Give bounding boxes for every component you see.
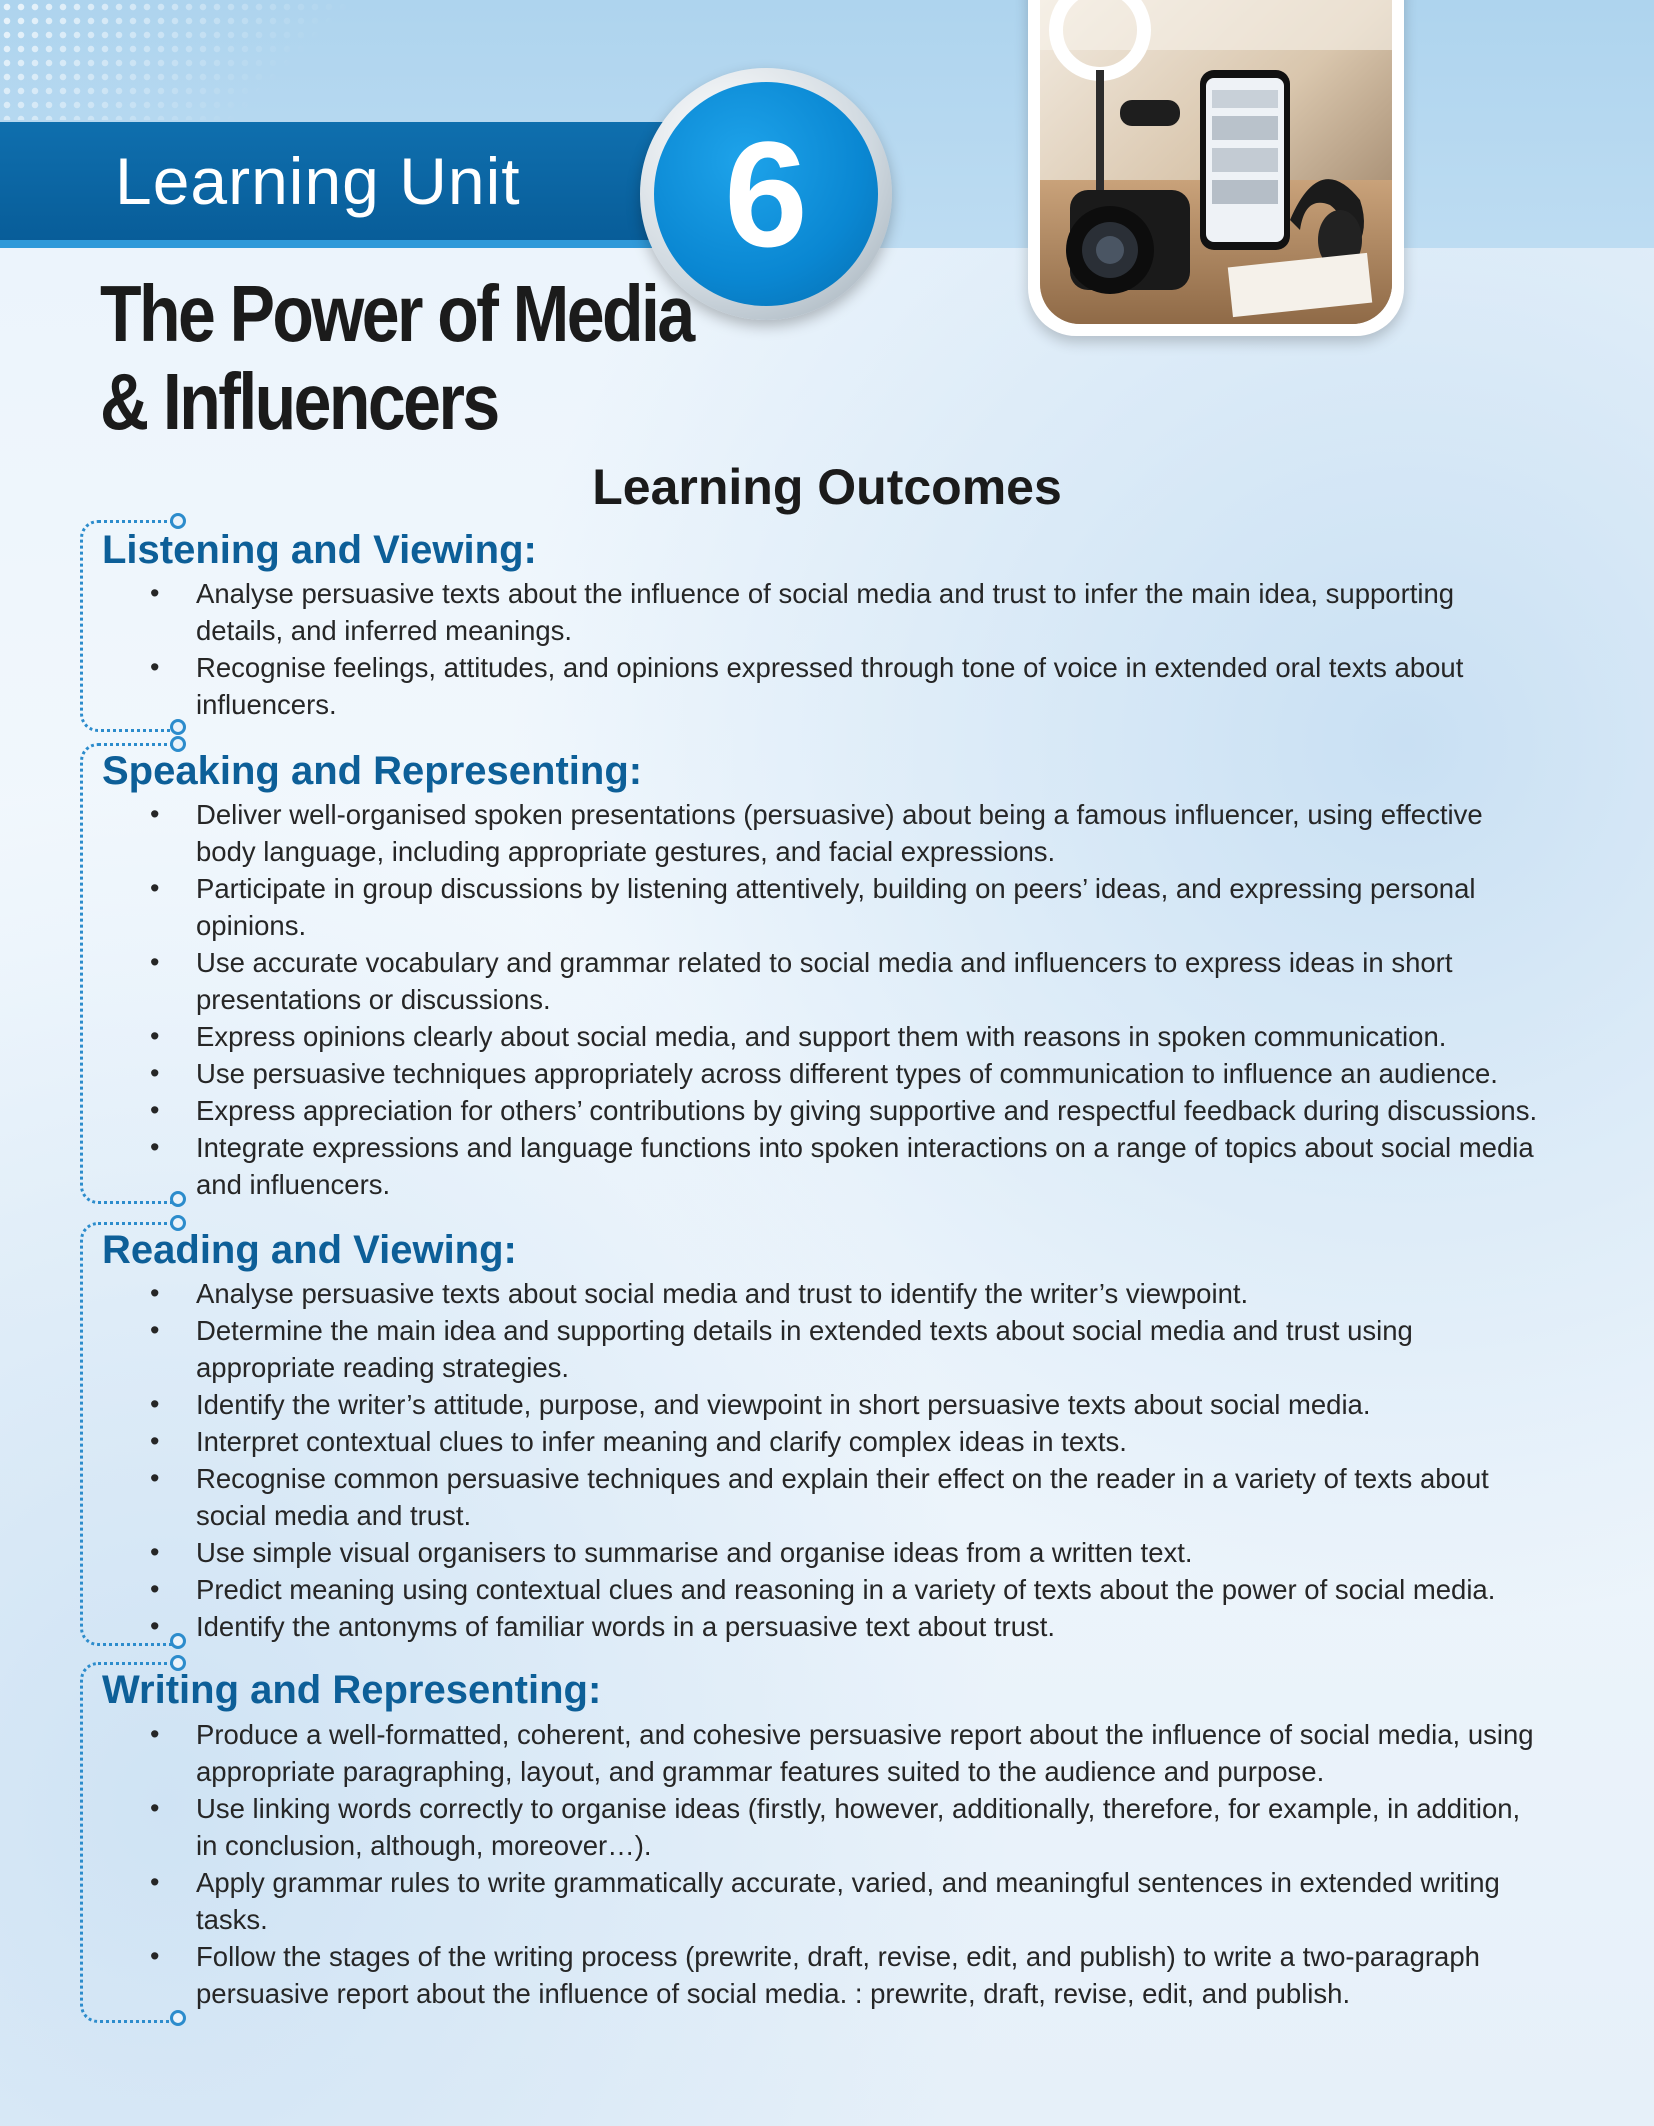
bullet-icon: • <box>150 1611 160 1641</box>
list-item: • Follow the stages of the writing process (prewrite, draft, revise, edit, and publish) to write a two-paragraph persuasive report about the influence of social media. : prewrite, draft, revise, edit, and publish. <box>0 1938 1576 2012</box>
list-item: • Identify the writer’s attitude, purpose, and viewpoint in short persuasive texts about social media. <box>0 1386 1576 1423</box>
speaking-outcomes-list <box>0 796 1654 1203</box>
bullet-icon: • <box>150 947 160 977</box>
content-creator-photo <box>1040 0 1392 324</box>
unit-label: Learning Unit <box>115 144 521 218</box>
unit-title-line-1: The Power of Media <box>100 269 693 358</box>
writing-outcomes-list <box>0 1716 1654 2012</box>
bullet-icon: • <box>150 873 160 903</box>
list-item: • Use persuasive techniques appropriately across different types of communication to influence an audience. <box>0 1055 1576 1092</box>
bracket-node <box>170 2010 186 2026</box>
list-item: • Use linking words correctly to organise ideas (firstly, however, additionally, therefore, for example, in addition, in conclusion, although, moreover…). <box>0 1790 1576 1864</box>
bullet-icon: • <box>150 578 160 608</box>
list-item: • Apply grammar rules to write grammatically accurate, varied, and meaningful sentences in extended writing tasks. <box>0 1864 1576 1938</box>
listening-outcomes-list <box>0 575 1654 723</box>
list-item: • Use accurate vocabulary and grammar related to social media and influencers to express ideas in short presentations or discussions. <box>0 944 1576 1018</box>
bullet-icon: • <box>150 1426 160 1456</box>
bullet-icon: • <box>150 1793 160 1823</box>
section-heading-listening: Listening and Viewing: <box>102 528 537 572</box>
list-item: • Participate in group discussions by listening attentively, building on peers’ ideas, and expressing personal opinions. <box>0 870 1576 944</box>
bullet-icon: • <box>150 799 160 829</box>
bullet-icon: • <box>150 652 160 682</box>
list-item: • Express appreciation for others’ contributions by giving supportive and respectful feedback during discussions. <box>0 1092 1576 1129</box>
dot-pattern <box>0 0 360 120</box>
list-item: • Recognise feelings, attitudes, and opinions expressed through tone of voice in extended oral texts about influencers. <box>0 649 1576 723</box>
section-heading-reading: Reading and Viewing: <box>102 1228 517 1272</box>
bullet-icon: • <box>150 1537 160 1567</box>
unit-number: 6 <box>724 110 808 278</box>
bullet-icon: • <box>150 1278 160 1308</box>
bullet-icon: • <box>150 1941 160 1971</box>
list-item: • Deliver well-organised spoken presentations (persuasive) about being a famous influencer, using effective body language, including appropriate gestures, and facial expressions. <box>0 796 1576 870</box>
learning-outcomes-heading: Learning Outcomes <box>592 459 1062 515</box>
list-item: • Analyse persuasive texts about social media and trust to identify the writer’s viewpoint. <box>0 1275 1576 1312</box>
list-item: • Analyse persuasive texts about the influence of social media and trust to infer the main idea, supporting details, and inferred meanings. <box>0 575 1576 649</box>
bullet-icon: • <box>150 1463 160 1493</box>
bullet-icon: • <box>150 1095 160 1125</box>
list-item: • Predict meaning using contextual clues and reasoning in a variety of texts about the power of social media. <box>0 1571 1576 1608</box>
bullet-icon: • <box>150 1315 160 1345</box>
list-item: • Express opinions clearly about social media, and support them with reasons in spoken communication. <box>0 1018 1576 1055</box>
bullet-icon: • <box>150 1132 160 1162</box>
list-item: • Use simple visual organisers to summarise and organise ideas from a written text. <box>0 1534 1576 1571</box>
unit-title-line-2: & Influencers <box>100 357 498 446</box>
list-item: • Identify the antonyms of familiar words in a persuasive text about trust. <box>0 1608 1576 1645</box>
list-item: • Produce a well-formatted, coherent, and cohesive persuasive report about the influence of social media, using appropriate paragraphing, layout, and grammar features suited to the audience and purpose. <box>0 1716 1576 1790</box>
list-item: • Determine the main idea and supporting details in extended texts about social media and trust using appropriate reading strategies. <box>0 1312 1576 1386</box>
bullet-icon: • <box>150 1574 160 1604</box>
bullet-icon: • <box>150 1058 160 1088</box>
list-item: • Recognise common persuasive techniques and explain their effect on the reader in a variety of texts about social media and trust. <box>0 1460 1576 1534</box>
bullet-icon: • <box>150 1867 160 1897</box>
list-item: • Integrate expressions and language functions into spoken interactions on a range of topics about social media and influencers. <box>0 1129 1576 1203</box>
bullet-icon: • <box>150 1021 160 1051</box>
section-heading-writing: Writing and Representing: <box>102 1668 602 1712</box>
bullet-icon: • <box>150 1389 160 1419</box>
section-heading-speaking: Speaking and Representing: <box>102 749 643 793</box>
bullet-icon: • <box>150 1719 160 1749</box>
list-item: • Interpret contextual clues to infer meaning and clarify complex ideas in texts. <box>0 1423 1576 1460</box>
reading-outcomes-list <box>0 1275 1654 1645</box>
bracket-node <box>170 513 186 529</box>
